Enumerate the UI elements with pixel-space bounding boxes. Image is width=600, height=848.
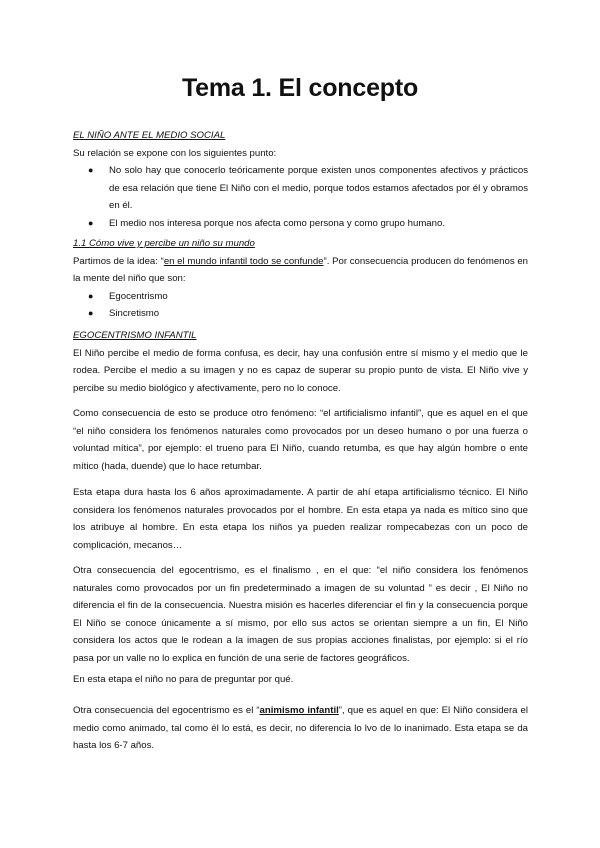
bullet-list (73, 288, 528, 323)
bullet-icon: ● (88, 165, 94, 175)
paragraph: En esta etapa el niño no para de preguntar por qué. (73, 674, 294, 685)
section-heading: EGOCENTRISMO INFANTIL (73, 330, 197, 341)
paragraph: Esta etapa dura hasta los 6 años aproximadamente. A partir de ahí etapa artificialismo técnico. El Niño considera los fenómenos naturales provocados por el hombre. En esta etapa ya nada es mítico sino que los atribuye al hombre. En esta etapa los niños ya pueden realizar rompecabezas con un poco de complicación, mecanos… (73, 487, 528, 551)
bullet-icon: ● (88, 308, 94, 318)
section-social-medium (73, 127, 528, 232)
section-heading: 1.1 Cómo vive y percibe un niño su mundo (73, 238, 255, 249)
list-item: ● Sincretismo (73, 305, 528, 323)
paragraph: Su relación se expone con los siguientes punto: (73, 147, 277, 159)
paragraph-block (73, 702, 528, 755)
paragraph: Partimos de la idea: “en el mundo infantil todo se confunde”. Por consecuencia producen do fenómenos en la mente del niño que son: (73, 255, 529, 284)
section-heading: EL NIÑO ANTE EL MEDIO SOCIAL (73, 130, 226, 141)
bullet-icon: ● (88, 290, 94, 301)
paragraph-block (73, 671, 528, 689)
emphasized-phrase: animismo infantil (259, 705, 339, 716)
bullet-list (73, 162, 528, 232)
emphasized-phrase: en el mundo infantil todo se confunde (163, 255, 324, 267)
bullet-icon: ● (88, 217, 94, 228)
paragraph-block (73, 484, 528, 554)
list-item: ● Egocentrismo (73, 288, 528, 306)
paragraph: Otra consecuencia del egocentrismo es el “animismo infantil”, que es aquel en que: El Niño considera el medio como animado, tal como él lo está, es decir, no diferencia lo lvo de lo inanimado. Esta etapa se da hasta los 6-7 años. (73, 705, 528, 751)
paragraph: El Niño percibe el medio de forma confusa, es decir, hay una confusión entre sí mismo y el medio que le rodea. Percibe el medio a su imagen y no es capaz de superar su propio punto de vista. El Niño vive y percibe su medio biológico y afectivamente, pero no lo conoce. (73, 347, 528, 394)
paragraph-block (73, 405, 528, 475)
list-item: ● No solo hay que conocerlo teóricamente porque existen unos componentes afectivos y prácticos de esa relación que tiene El Niño con el medio, porque todos estamos afectados por él y obramos en él. (73, 162, 528, 215)
paragraph: Otra consecuencia del egocentrismo, es el finalismo , en el que: “el niño considera los fenómenos naturales como provocados por un fin predeterminado a imagen de su voluntad ” es decir , El Niño no diferencia el fin de la consecuencia. Nuestra misión es hacerles diferenciar el fin y la consecuencia porque El Niño se conoce únicamente a sí mismo, por ello sus actos se orientan siempre a un fin, El Niño considera los actos que le rodean a la imagen de sus propias acciones finalistas, por ejemplo: si el río pasa por un valle no lo explica en función de una serie de factores geográficos. (73, 565, 528, 664)
paragraph-block (73, 562, 528, 667)
list-item: ● El medio nos interesa porque nos afecta como persona y como grupo humano. (73, 215, 528, 233)
section-how-child-lives (73, 235, 528, 323)
page-title: Tema 1. El concepto (181, 74, 419, 102)
paragraph: Como consecuencia de esto se produce otro fenómeno: “el artificialismo infantil”, que es aquel en el que “el niño considera los fenómenos naturales como provocados por un deseo humano o por una fuerza o voluntad mítica”, por ejemplo: el trueno para El Niño, cuando retumba, es que hay algún hombre o ente mítico (hada, duende) que lo hace retumbar. (73, 408, 528, 472)
section-egocentrism (73, 327, 528, 397)
